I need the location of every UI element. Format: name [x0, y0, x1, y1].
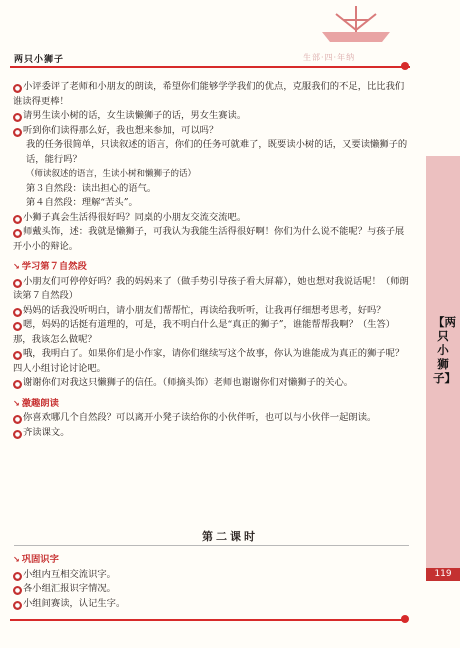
bullet-icon: ● — [14, 85, 21, 92]
bullet-icon: ● — [14, 128, 21, 136]
paragraph: ● 小组内互相交流识字。 — [14, 568, 116, 580]
paragraph: ● 嗯，妈妈的话挺有道理的，可是，我不明白什么是“真正的狮子”，谁能帮帮我啊？（生答）那，我该怎么做呢？ — [13, 319, 396, 345]
paragraph: ● 你喜欢哪几个自然段？可以离开小凳子读给你的小伙伴听，也可以与小伙伴一起朗读。 — [14, 412, 377, 423]
bullet-icon: ● — [14, 215, 21, 223]
paragraph: ● 哦，我明白了。如果你们是小作家，请你们继续写这个故事，你认为谁能成为真正的狮子呢？四人小组讨论讨论吧。 — [13, 348, 405, 374]
bullet-icon: ● — [14, 601, 21, 609]
page-header — [0, 0, 460, 70]
bullet-icon: ● — [14, 430, 21, 438]
paragraph: 我的任务很简单，只读叙述的语言，你们的任务可就难了，既要读小树的话，又要读懒狮子的话，能行吗？ — [26, 139, 408, 165]
bullet-icon: ● — [14, 114, 21, 121]
section-heading: ↘ 巩固识字 — [13, 553, 413, 568]
bullet-icon: ● — [14, 416, 21, 423]
header-dot — [401, 62, 409, 70]
header-divider — [10, 66, 410, 68]
bullet-icon: ● — [14, 352, 21, 359]
header-title: 两只小狮子 — [14, 55, 65, 65]
header-right-text: 生部·四·年纳 — [303, 53, 356, 62]
bullet-icon: ● — [14, 230, 21, 237]
ship-ornament-icon — [316, 2, 396, 48]
section-heading: ↘ 激趣朗读 — [13, 397, 413, 412]
bullet-icon: ● — [14, 587, 21, 594]
paragraph: ● 小狮子真会生活得很好吗？同桌的小朋友交流交流吧。 — [14, 211, 247, 223]
paragraph: （师读叙述的语言，生读小树和懒狮子的话） — [26, 169, 197, 179]
paragraph: 第３自然段：读出担心的语气。 — [26, 182, 157, 194]
section-heading: ↘ 学习第７自然段 — [13, 260, 413, 275]
lesson2-content — [13, 553, 413, 611]
bullet-icon: ● — [14, 323, 21, 330]
lesson-divider — [14, 545, 409, 546]
arrow-icon: ↘ — [13, 262, 20, 271]
lesson-title: 第二课时 — [202, 530, 258, 543]
bullet-icon: ● — [14, 381, 21, 388]
side-tab-label: 【两只小狮子】 — [433, 315, 456, 385]
bullet-icon: ● — [14, 279, 21, 287]
bullet-icon: ● — [14, 572, 21, 580]
paragraph: ● 妈妈的话我没听明白，请小朋友们帮帮忙，再读给我听听，让我再仔细想考思考，好吗？ — [14, 304, 386, 316]
paragraph: ● 小评委评了老师和小朋友的朗读，希望你们能够学学我们的优点，克服我们的不足，比比我们谁读得更棒！ — [13, 81, 405, 107]
page-number: 119 — [426, 568, 460, 581]
paragraph: 第４自然段：理解“苦头”。 — [26, 197, 138, 208]
paragraph: ● 小朋友们可停停好吗？我的妈妈来了（做手势引导孩子看大屏幕），她也想对我说话呢！（师朗读第７自然段） — [13, 275, 409, 301]
paragraph: ● 齐读课文。 — [14, 426, 70, 438]
paragraph: ● 各小组汇报识字情况。 — [14, 583, 116, 594]
arrow-icon: ↘ — [13, 398, 20, 408]
footer-dot — [401, 615, 409, 623]
footer-divider — [10, 619, 405, 621]
bullet-icon: ● — [14, 308, 21, 316]
paragraph: ● 请男生读小树的话，女生读懒狮子的话，男女生赛读。 — [14, 110, 247, 121]
paragraph: ● 谢谢你们对我这只懒狮子的信任。（师摘头饰）老师也谢谢你们对懒狮子的关心。 — [14, 377, 354, 388]
paragraph: ● 听到你们读得那么好，我也想来参加，可以吗？ — [14, 124, 219, 136]
paragraph: ● 师戴头饰，述：我就是懒狮子，可我认为我能生活得很好啊！你们为什么说不能呢？与孩子展开小小的辩论。 — [13, 226, 405, 252]
paragraph: ● 小组间赛读，认记生字。 — [14, 597, 126, 609]
arrow-icon: ↘ — [13, 555, 20, 564]
main-content — [13, 80, 413, 440]
